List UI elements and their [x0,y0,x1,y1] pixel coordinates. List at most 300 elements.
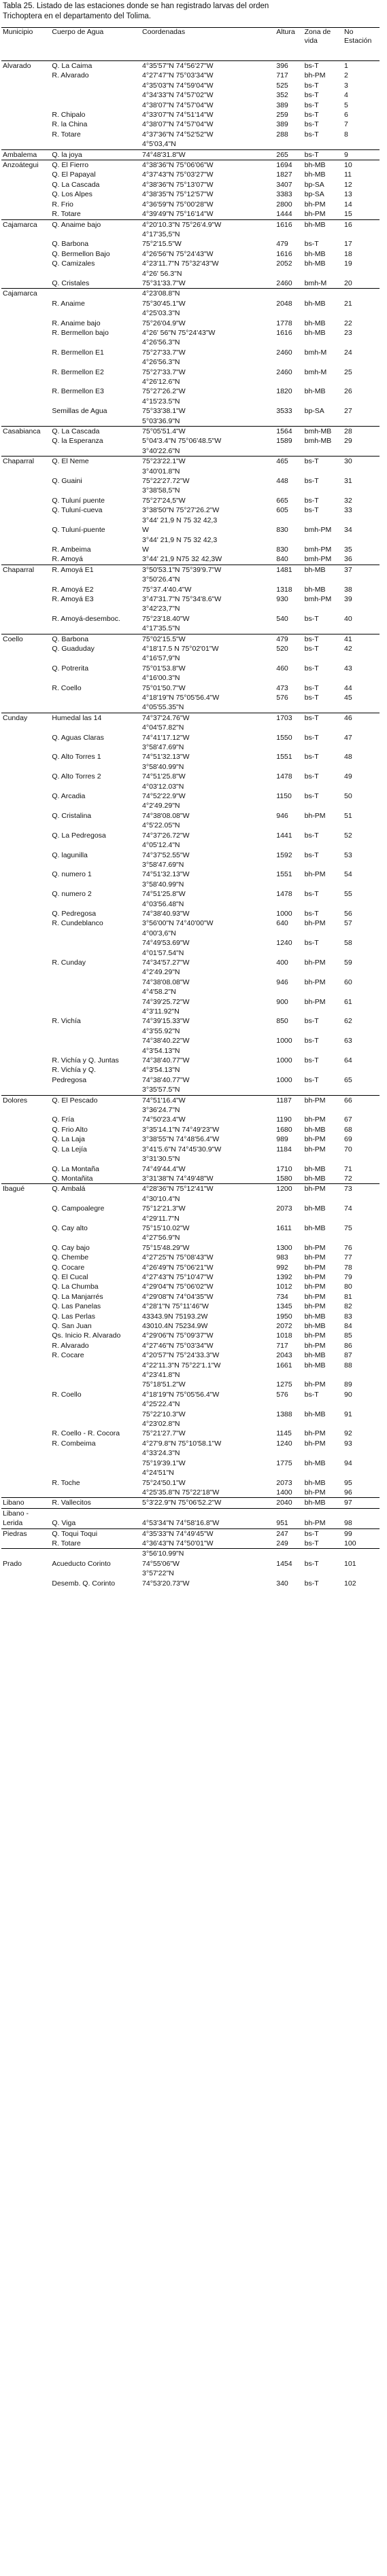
life-zone-cell [303,1233,343,1242]
altitude-cell [275,624,303,634]
municipio-cell: Cajamarca [1,289,50,299]
station-number-cell [343,624,380,634]
altitude-cell: 288 [276,130,288,139]
table-row [1,1448,380,1458]
station-number-cell: 10 [343,160,380,171]
station-number-cell: 93 [344,1439,352,1448]
table-row [1,762,380,772]
station-number-cell: 28 [343,427,380,437]
station-number-cell [343,967,380,977]
station-number-cell: 13 [344,190,352,199]
altitude-cell: 460 [276,664,288,673]
coordinates-cell: 4°01'57.54"N [142,948,184,957]
life-zone-cell: bs-T [304,111,319,120]
table-row [1,1233,380,1242]
station-number-cell [343,987,380,997]
coordinates-cell: 4°27'43"N 75°10'47"W [142,1272,214,1281]
life-zone-cell [303,397,343,406]
table-row [1,1579,380,1588]
life-zone-cell [303,743,343,752]
altitude-cell [275,723,303,732]
water-body-cell: Q. Viga [52,1519,76,1528]
coordinates-cell: 4°29'08"N 74°04'35"W [142,1292,214,1301]
table-row [1,899,380,909]
water-body-cell: Q. Campoalegre [52,1204,105,1213]
coordinates-cell: 4°53'34"N 74°58'16.8"W [142,1519,220,1528]
water-body-cell: Q. La Laja [52,1135,85,1144]
water-body-cell [50,880,141,889]
water-body-cell: Q. Tuluní puente [52,496,105,505]
water-body-cell [50,1419,141,1429]
coordinates-cell: 4°15'23.5"N [142,397,180,406]
table-row [1,377,380,387]
station-number-cell: 36 [344,555,352,564]
municipio-cell [1,1478,50,1488]
water-body-cell: R. Alvarado [52,71,89,80]
station-number-cell: 90 [344,1390,352,1399]
altitude-cell: 2800 [276,200,292,209]
table-row [1,1459,380,1468]
coordinates-cell: 74°38'40.22"W [142,1037,190,1045]
water-body-cell: Q. Cocare [52,1263,85,1272]
station-number-cell: 77 [344,1253,352,1262]
table-row [1,516,380,525]
station-number-cell: 21 [344,299,352,308]
station-number-cell: 14 [344,200,352,209]
altitude-cell: 946 [276,811,288,820]
table-row [1,299,380,308]
water-body-cell [50,516,141,525]
municipio-cell [1,1312,50,1321]
water-body-cell [50,654,141,663]
water-body-cell: R. Ambeima [52,545,91,554]
altitude-cell: 352 [276,91,288,100]
station-number-cell: 8 [344,130,348,139]
coordinates-cell: 4°33'07"N 74°51'14"W [142,111,214,120]
coordinates-cell: 74°38'40.77"W [142,1075,190,1084]
coordinates-cell: 3°31'30.5"N [142,1155,180,1164]
life-zone-cell: bs-T [304,1056,319,1065]
altitude-cell: 473 [276,683,288,692]
station-number-cell: 64 [344,1056,352,1065]
coordinates-cell: 4°25'03.3"N [142,309,180,318]
coordinates-cell: 75°27'33.7"W [142,368,186,376]
life-zone-cell: bs-T [303,1528,343,1539]
table-row [1,997,380,1007]
water-body-cell: R. Coello [52,683,82,692]
municipio-cell: Ambalema [1,149,50,160]
municipio-cell [1,357,50,367]
altitude-cell [275,1448,303,1458]
municipio-cell [1,387,50,396]
water-body-cell: Q. Pedregosa [52,909,97,918]
municipio-cell [1,1569,50,1578]
coordinates-cell: 4°34'33"N 74°57'02"W [142,91,214,100]
coordinates-cell: 4°17'35,5"N [142,230,180,238]
station-number-cell: 52 [344,831,352,840]
table-row [1,406,380,416]
station-number-cell [343,1105,380,1115]
altitude-cell: 2043 [276,1351,292,1360]
coordinates-cell: 74°38'40.77"W [142,1056,190,1065]
municipio-cell [1,1243,50,1253]
coordinates-cell: 75°31'33.7"W [142,279,186,287]
water-body-cell [50,1410,141,1419]
coordinates-cell: 74°38'08.08"W [142,978,190,986]
life-zone-cell: bs-T [304,1539,319,1548]
altitude-cell [275,1399,303,1409]
table-row [1,1115,380,1124]
station-number-cell: 19 [344,260,352,268]
municipio-cell [1,918,50,928]
water-body-cell: R. Bermellon E1 [52,348,104,357]
station-number-cell [343,821,380,830]
coordinates-cell: 3°57'22"N [142,1569,174,1578]
life-zone-cell: bs-T [304,909,319,918]
table-row [1,1312,380,1321]
coordinates-cell: 4°2'49.29"N [142,968,180,977]
life-zone-cell: bs-T [304,614,319,623]
water-body-cell [50,139,141,149]
altitude-cell [275,397,303,406]
table-row [1,1026,380,1036]
water-body-cell: Q. lagunilla [52,851,88,859]
altitude-cell [275,1569,303,1578]
life-zone-cell: bs-T [303,713,343,723]
table-row [1,1331,380,1340]
water-body-cell: Pedregosa [52,1075,87,1084]
municipio-cell [1,1302,50,1311]
life-zone-cell: bs-T [304,939,319,948]
altitude-cell [275,1419,303,1429]
altitude-cell [275,1370,303,1380]
coordinates-cell: 4°23'11.7"N 75°32'43"W [142,260,219,268]
municipio-cell [1,899,50,909]
station-number-cell: 33 [344,506,352,515]
coordinates-cell: 4°20'10.3"N 75°26'4.9"W [141,219,275,230]
altitude-cell [275,929,303,938]
municipio-cell [1,723,50,732]
water-body-cell [50,1549,141,1559]
water-body-cell: Q. numero 1 [52,870,92,879]
coordinates-cell: 3°38'55"N 74°48'56.4"W [142,1135,220,1144]
station-number-cell [343,139,380,149]
water-body-cell: R. Vichía y Q. [52,1066,96,1075]
municipio-cell [1,467,50,476]
water-body-cell [50,978,141,987]
altitude-cell [275,1508,303,1518]
station-number-cell: 37 [343,565,380,575]
municipio-cell [1,594,50,604]
life-zone-cell: bh-MB [304,260,326,268]
table-row [1,230,380,239]
coordinates-cell: 75°18'51.2"W [142,1380,186,1389]
altitude-cell: 1703 [275,713,303,723]
table-row [1,831,380,840]
table-row [1,1154,380,1164]
life-zone-cell: bs-T [304,81,319,90]
altitude-cell [275,416,303,427]
water-body-cell [50,762,141,772]
water-body-cell [50,1459,141,1468]
table-row [1,604,380,613]
water-body-cell: Q. Ambalá [50,1184,141,1194]
life-zone-cell: bmh-MB [304,437,332,446]
municipio-cell [1,1331,50,1340]
altitude-cell: 900 [276,997,288,1006]
coordinates-cell: 4°05'55.35"N [142,703,184,712]
municipio-cell [1,1016,50,1026]
life-zone-cell: bs-T [304,91,319,100]
water-body-cell: Q. La Montaña [52,1164,99,1173]
coordinates-cell: 4°38'07"N 74°57'04"W [142,101,214,109]
coordinates-cell: 3°40'22.6"N [142,446,180,455]
coordinates-cell: 75°23'22.1"W [141,457,275,467]
municipio-cell [1,279,50,289]
municipio-cell: Chaparral [1,565,50,575]
municipio-cell [1,889,50,899]
altitude-cell: 259 [276,111,288,120]
municipio-cell [1,585,50,594]
municipio-cell [1,446,50,457]
table-row [1,1263,380,1272]
municipio-cell [1,1036,50,1045]
altitude-cell: 2040 [275,1498,303,1508]
water-body-cell [50,1036,141,1045]
coordinates-cell: 4°20'57"N 75°24'33.3"W [142,1351,220,1360]
water-body-cell [50,604,141,613]
municipio-cell [1,368,50,377]
station-number-cell: 16 [343,219,380,230]
station-number-cell: 71 [344,1164,352,1173]
table-row [1,1174,380,1184]
life-zone-cell: bmh-PM [304,545,332,554]
table-row [1,1085,380,1095]
table-row [1,791,380,801]
station-number-cell [343,269,380,279]
coordinates-cell: 4°35'33"N 74°49'45"W [141,1528,275,1539]
life-zone-cell: bh-PM [303,1095,343,1105]
water-body-cell: Q. Toqui Toqui [50,1528,141,1539]
municipio-cell [1,1341,50,1350]
municipio-cell [1,1439,50,1448]
water-body-cell [50,1026,141,1036]
life-zone-cell: bs-T [304,101,319,109]
coordinates-cell: 4°3'11.92"N [142,1007,180,1016]
station-number-cell: 85 [344,1331,352,1340]
altitude-cell: 1661 [276,1361,292,1370]
municipio-cell [1,239,50,249]
municipio-cell [1,525,50,535]
coordinates-cell: 4°23'08.8"N [141,289,275,299]
station-number-cell: 12 [344,180,352,189]
station-number-cell: 97 [343,1498,380,1508]
municipio-cell [1,1350,50,1360]
municipio-cell: Libano - [1,1508,50,1518]
water-body-cell [50,821,141,830]
life-zone-cell: bh-PM [304,200,326,209]
coordinates-cell: 3°50'53.1"N 75°39'9.7"W [141,565,275,575]
coordinates-cell: 74°39'25.72"W [142,997,190,1006]
municipio-cell [1,1579,50,1588]
water-body-cell: Q. Cay bajo [52,1243,90,1252]
station-number-cell [343,604,380,613]
life-zone-cell: bh-PM [304,1253,326,1262]
municipio-cell [1,130,50,139]
water-body-cell: R. Anaime bajo [52,319,101,327]
municipio-cell [1,1194,50,1204]
station-number-cell: 60 [344,978,352,986]
altitude-cell: 576 [276,694,288,702]
table-row [1,1105,380,1115]
life-zone-cell: bs-T [304,890,319,899]
coordinates-cell: 3°58'40.99"N [142,762,184,771]
municipio-cell [1,170,50,179]
header-altura: Altura [275,28,303,61]
station-number-cell: 74 [344,1204,352,1213]
station-number-cell: 63 [344,1037,352,1045]
life-zone-cell: bh-PM [304,1145,326,1153]
life-zone-cell [303,987,343,997]
station-number-cell: 11 [344,171,352,179]
municipio-cell [1,733,50,743]
life-zone-cell [303,535,343,545]
altitude-cell [275,762,303,772]
altitude-cell: 1012 [276,1283,292,1291]
table-row [1,723,380,732]
altitude-cell [275,654,303,663]
station-number-cell: 98 [344,1519,352,1528]
water-body-cell: Q. la joya [50,149,141,160]
station-number-cell: 1 [343,61,380,71]
station-number-cell [343,1007,380,1016]
coordinates-cell: 74°51'16.4"W [141,1095,275,1105]
life-zone-cell: bp-SA [304,190,324,199]
municipio-cell [1,1370,50,1380]
table-row [1,860,380,870]
municipio-cell [1,1253,50,1262]
water-body-cell: Q. El Fierro [50,160,141,171]
municipio-cell [1,1292,50,1302]
coordinates-cell: 74°51'25.8"W [142,772,186,781]
life-zone-cell: bh-PM [303,1184,343,1194]
station-number-cell [343,308,380,318]
coordinates-cell: 43343.9N 75193.2W [142,1312,208,1321]
table-row [1,752,380,762]
water-body-cell: Q. Alto Torres 2 [52,772,101,781]
table-row [1,427,380,437]
altitude-cell: 1388 [276,1410,292,1418]
life-zone-cell: bh-MB [304,171,326,179]
station-number-cell: 41 [343,634,380,644]
life-zone-cell [303,467,343,476]
station-number-cell [343,230,380,239]
municipio-cell: Dolores [1,1095,50,1105]
water-body-cell: Q. Alto Torres 1 [52,753,101,762]
station-number-cell: 40 [344,614,352,623]
station-number-cell [343,1065,380,1075]
station-number-cell [343,446,380,457]
altitude-cell [275,575,303,584]
station-number-cell: 32 [344,496,352,505]
life-zone-cell: bh-MB [304,1164,326,1173]
station-number-cell: 65 [344,1075,352,1084]
table-row [1,139,380,149]
table-row [1,743,380,752]
station-number-cell: 72 [344,1174,352,1183]
coordinates-cell: 4°5'22.05"N [142,821,180,830]
water-body-cell: Q. La Cascada [50,427,141,437]
altitude-cell [275,535,303,545]
altitude-cell [275,1154,303,1164]
municipio-cell [1,987,50,997]
life-zone-cell [303,967,343,977]
water-body-cell [50,1046,141,1056]
water-body-cell: Q. El Pescado [50,1095,141,1105]
coordinates-cell: 5°3'22.9"N 75°06'52.2"W [141,1498,275,1508]
coordinates-cell: 3°40'01.8"N [142,467,180,476]
station-number-cell [343,1549,380,1559]
altitude-cell: 3533 [276,407,292,416]
water-body-cell: Qs. Inicio R. Alvarado [52,1331,121,1340]
water-body-cell [50,743,141,752]
coordinates-cell: 75°01'53.8"W [142,664,186,673]
municipio-cell: Alvarado [1,61,50,71]
altitude-cell: 1592 [276,851,292,859]
station-number-cell: 76 [344,1243,352,1252]
municipio-cell [1,209,50,219]
station-number-cell [343,1214,380,1223]
table-row [1,525,380,535]
header-zona-de-vida: Zona de vida [303,28,343,61]
table-row [1,1292,380,1302]
altitude-cell [275,743,303,752]
coordinates-cell: 75°21'27.7"W [142,1429,186,1438]
altitude-cell: 717 [276,1341,288,1350]
table-row [1,811,380,821]
table-row [1,594,380,604]
coordinates-cell: 74°38'08.08"W [142,811,190,820]
table-row [1,1145,380,1154]
altitude-cell: 249 [276,1539,288,1548]
coordinates-cell: 75°24'50.1"W [142,1478,186,1487]
life-zone-cell [303,1508,343,1518]
altitude-cell [275,269,303,279]
header-cuerpo-de-agua: Cuerpo de Agua [50,28,141,61]
water-body-cell [50,486,141,495]
life-zone-cell [303,1065,343,1075]
life-zone-cell [303,801,343,810]
life-zone-cell: bh-PM [304,1135,326,1144]
municipio-cell [1,190,50,199]
coordinates-cell: 4°24'51"N [142,1469,174,1478]
altitude-cell [275,1549,303,1559]
altitude-cell: 1000 [276,1075,292,1084]
altitude-cell: 1400 [276,1488,292,1497]
water-body-cell: R. Amoyá-desemboc. [52,614,120,623]
water-body-cell: Q. Aguas Claras [52,733,104,742]
altitude-cell: 1478 [276,890,292,899]
stations-table [1,27,380,1588]
municipio-cell [1,1380,50,1389]
station-number-cell: 84 [344,1322,352,1330]
coordinates-cell [141,1508,275,1518]
municipio-cell [1,1419,50,1429]
station-number-cell: 18 [344,249,352,258]
station-number-cell: 91 [344,1410,352,1418]
altitude-cell: 1710 [276,1164,292,1173]
coordinates-cell: W [142,526,149,535]
